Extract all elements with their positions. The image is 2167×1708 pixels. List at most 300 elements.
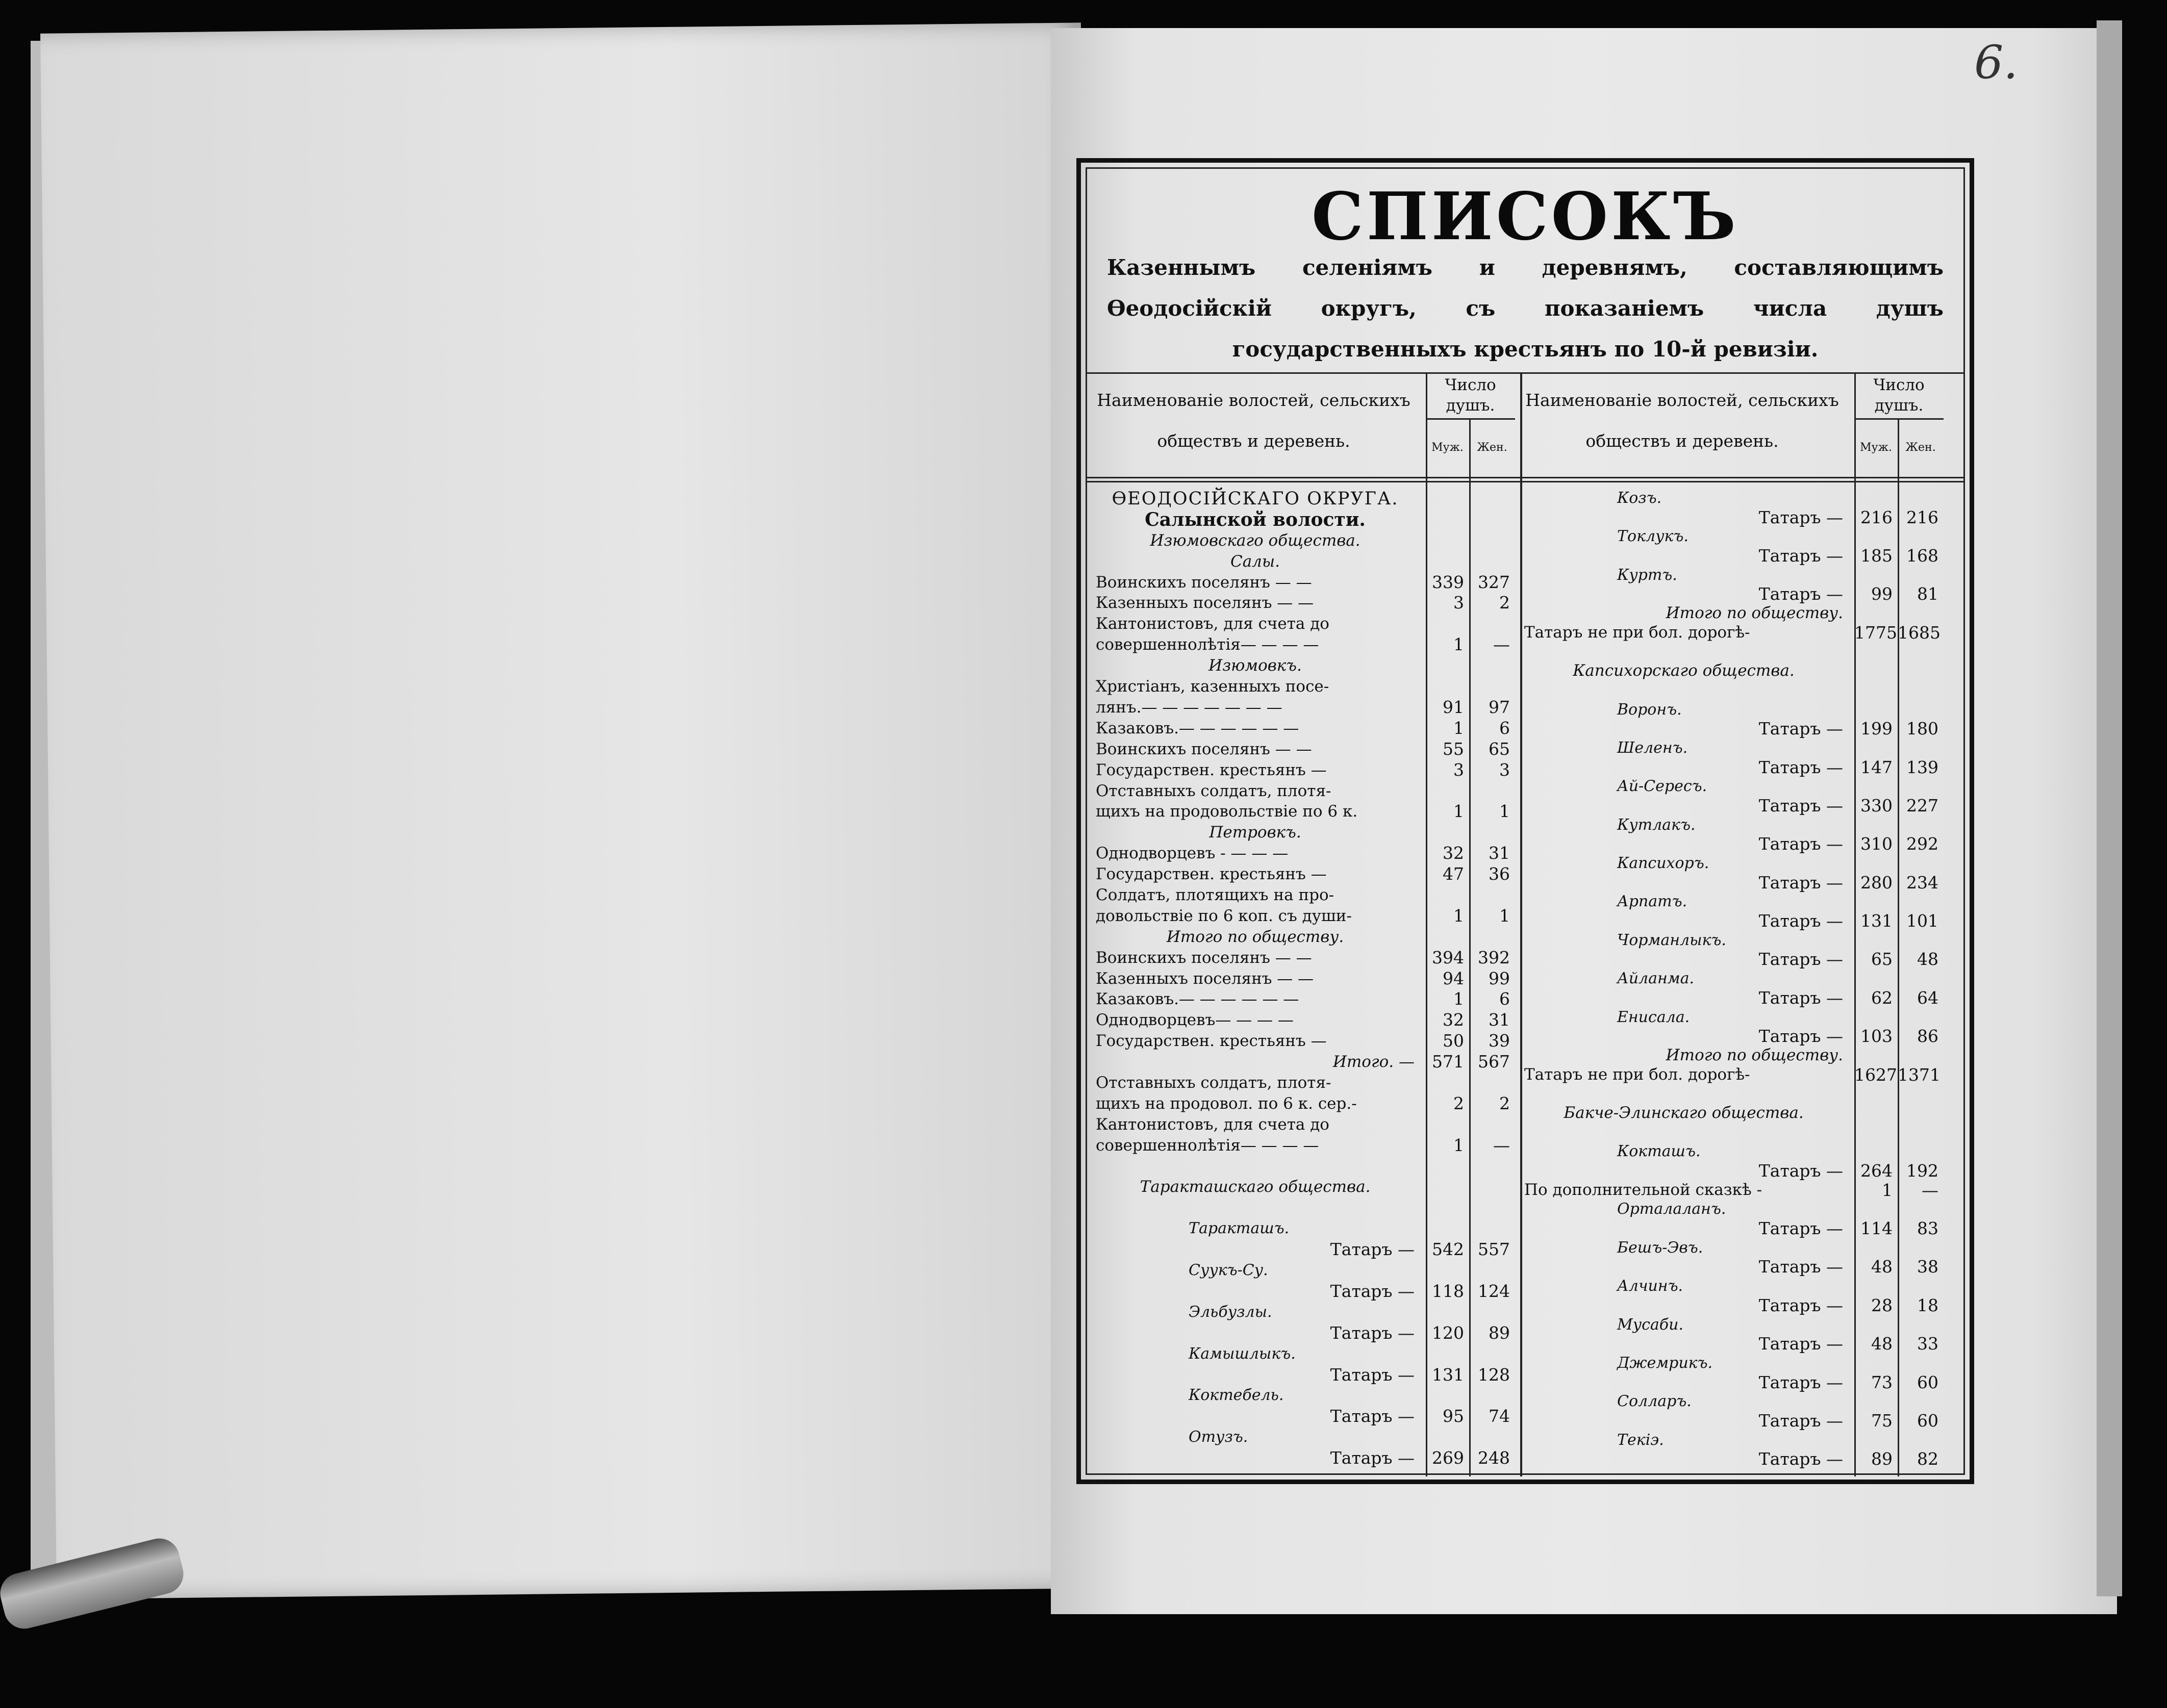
row-label: Татаръ — xyxy=(1758,1449,1843,1469)
left-female-header: Жен. xyxy=(1477,441,1507,454)
female-count: 192 xyxy=(1906,1161,1938,1181)
male-count: 62 xyxy=(1871,987,1893,1008)
row-label: Итого. — xyxy=(1332,1053,1415,1072)
left-row xyxy=(1087,1177,1515,1197)
male-count: 47 xyxy=(1443,864,1464,884)
right-row xyxy=(1515,661,1944,681)
row-label: щихъ на продовольствіе по 6 к. xyxy=(1096,802,1358,821)
row-label: Бешъ-Эвъ. xyxy=(1617,1238,1703,1257)
row-label: Итого по обществу. xyxy=(1166,927,1344,946)
right-row xyxy=(1515,873,1944,893)
female-count: 1 xyxy=(1499,905,1510,926)
row-label: Изюмовкъ. xyxy=(1208,656,1302,675)
right-row xyxy=(1515,1123,1944,1142)
female-count: 128 xyxy=(1478,1364,1510,1385)
right-row xyxy=(1515,892,1944,911)
left-row xyxy=(1087,822,1515,843)
row-label: Итого по обществу. xyxy=(1666,1046,1843,1064)
left-row xyxy=(1087,530,1515,551)
female-count: 82 xyxy=(1917,1449,1938,1469)
row-label: Отузъ. xyxy=(1189,1428,1248,1446)
right-row xyxy=(1515,738,1944,758)
male-count: 120 xyxy=(1432,1322,1464,1343)
right-row xyxy=(1515,931,1944,950)
male-count: 75 xyxy=(1871,1410,1893,1431)
row-label: Татаръ — xyxy=(1330,1406,1415,1426)
female-count: 1685 xyxy=(1898,622,1941,643)
male-count: 1 xyxy=(1453,634,1464,655)
left-row xyxy=(1087,1427,1515,1448)
right-row xyxy=(1515,1277,1944,1296)
row-label: Текіэ. xyxy=(1617,1431,1664,1449)
row-label: Арпатъ. xyxy=(1617,893,1687,911)
right-souls-header: Число душъ. xyxy=(1873,376,1925,415)
row-label: Казенныхъ поселянъ — — xyxy=(1096,969,1314,988)
female-count: 31 xyxy=(1489,1010,1510,1030)
right-row xyxy=(1515,834,1944,854)
right-row xyxy=(1515,1142,1944,1161)
female-count: 6 xyxy=(1499,989,1510,1009)
row-label: Казаковъ.— — — — — — xyxy=(1096,719,1299,737)
table-header-bottom-rule-2 xyxy=(1087,481,1964,482)
row-label: Татаръ — xyxy=(1758,1257,1843,1277)
row-label: Татаръ — xyxy=(1758,546,1843,566)
right-row xyxy=(1515,1373,1944,1392)
row-label: лянъ.— — — — — — — xyxy=(1096,698,1282,717)
row-label: Однодворцевъ - — — — xyxy=(1096,844,1289,863)
male-count: 339 xyxy=(1432,572,1464,592)
left-row xyxy=(1087,1239,1515,1260)
left-row xyxy=(1087,1448,1515,1469)
female-count: 48 xyxy=(1917,949,1938,970)
left-male-header: Муж. xyxy=(1431,441,1464,454)
female-count: 1 xyxy=(1499,801,1510,822)
male-count: 91 xyxy=(1443,697,1464,717)
left-row xyxy=(1087,572,1515,593)
female-count: 139 xyxy=(1906,757,1938,777)
female-count: 292 xyxy=(1906,834,1938,854)
female-count: 39 xyxy=(1489,1031,1510,1051)
row-label: Татаръ — xyxy=(1758,1026,1843,1047)
left-row xyxy=(1087,760,1515,781)
left-row xyxy=(1087,718,1515,739)
row-label: Татаръ — xyxy=(1330,1239,1415,1260)
left-row xyxy=(1087,1281,1515,1302)
row-label: Козъ. xyxy=(1617,489,1662,507)
table-header-bottom-rule xyxy=(1087,477,1964,478)
female-count: 36 xyxy=(1489,864,1510,884)
row-label: Воронъ. xyxy=(1617,700,1682,719)
male-count: 199 xyxy=(1860,719,1893,739)
male-count: 269 xyxy=(1432,1448,1464,1468)
right-row xyxy=(1515,566,1944,585)
row-label: Кантонистовъ, для счета до xyxy=(1096,1115,1329,1134)
male-count: 1 xyxy=(1453,801,1464,822)
female-count: 74 xyxy=(1489,1406,1510,1426)
left-row xyxy=(1087,676,1515,697)
right-row xyxy=(1515,1411,1944,1431)
row-label: Татаръ — xyxy=(1758,1334,1843,1354)
left-row xyxy=(1087,697,1515,718)
right-row xyxy=(1515,546,1944,566)
right-row xyxy=(1515,1065,1944,1085)
right-row xyxy=(1515,489,1944,508)
row-label: Отставныхъ солдатъ, плотя- xyxy=(1096,1074,1331,1092)
right-row xyxy=(1515,700,1944,720)
male-count: 118 xyxy=(1432,1281,1464,1301)
right-row xyxy=(1515,1046,1944,1065)
male-count: 394 xyxy=(1432,947,1464,967)
row-label: Капсихорскаго общества. xyxy=(1573,661,1795,680)
row-label: Татаръ — xyxy=(1758,987,1843,1008)
row-label: Татаръ — xyxy=(1758,795,1843,815)
left-blank-page xyxy=(40,22,1097,1599)
female-count: 1371 xyxy=(1898,1064,1941,1085)
row-label: довольствіе по 6 коп. съ души- xyxy=(1096,906,1352,925)
left-row xyxy=(1087,509,1515,530)
female-count: 83 xyxy=(1917,1218,1938,1239)
female-count: 81 xyxy=(1917,584,1938,604)
female-count: 392 xyxy=(1478,947,1510,967)
left-row xyxy=(1087,843,1515,864)
left-row xyxy=(1087,1323,1515,1344)
right-row xyxy=(1515,1257,1944,1277)
right-row xyxy=(1515,1238,1944,1258)
row-label: Таракташъ. xyxy=(1189,1219,1290,1238)
row-label: Татаръ — xyxy=(1758,911,1843,931)
row-label: Салынской волости. xyxy=(1145,508,1366,530)
right-row xyxy=(1515,681,1944,700)
female-count: 557 xyxy=(1478,1239,1510,1260)
right-row xyxy=(1515,584,1944,604)
male-count: 103 xyxy=(1860,1026,1893,1047)
female-count: 168 xyxy=(1906,546,1938,566)
male-count: 1627 xyxy=(1854,1064,1897,1085)
right-row xyxy=(1515,719,1944,738)
right-row xyxy=(1515,1219,1944,1238)
right-row xyxy=(1515,1392,1944,1411)
male-count: 50 xyxy=(1443,1031,1464,1051)
row-label: Камышлыкъ. xyxy=(1189,1344,1296,1363)
male-count: 3 xyxy=(1453,759,1464,780)
row-label: Татаръ — xyxy=(1758,757,1843,777)
row-label: Татаръ — xyxy=(1758,949,1843,970)
male-count: 2 xyxy=(1453,1093,1464,1113)
female-count: 327 xyxy=(1478,572,1510,592)
male-count: 280 xyxy=(1860,872,1893,893)
table-top-rule xyxy=(1087,372,1964,374)
left-row xyxy=(1087,593,1515,614)
female-count: 248 xyxy=(1478,1448,1510,1468)
row-label: Солдатъ, плотящихъ на про- xyxy=(1096,885,1334,904)
male-count: 3 xyxy=(1453,593,1464,613)
row-label: Изюмовскаго общества. xyxy=(1150,531,1360,550)
right-row xyxy=(1515,642,1944,661)
left-row xyxy=(1087,1260,1515,1281)
row-label: Бакче-Элинскаго общества. xyxy=(1564,1103,1804,1122)
right-row xyxy=(1515,1431,1944,1450)
left-row xyxy=(1087,1093,1515,1114)
right-row xyxy=(1515,1008,1944,1027)
row-label: Татаръ — xyxy=(1758,719,1843,739)
right-row xyxy=(1515,1200,1944,1219)
left-row xyxy=(1087,1052,1515,1073)
right-row xyxy=(1515,1181,1944,1200)
left-row xyxy=(1087,1156,1515,1177)
left-row xyxy=(1087,1135,1515,1156)
female-count: 180 xyxy=(1906,719,1938,739)
row-label: Алчинъ. xyxy=(1617,1277,1683,1295)
row-label: Татаръ — xyxy=(1330,1364,1415,1385)
left-row xyxy=(1087,655,1515,676)
row-label: Татаръ — xyxy=(1330,1448,1415,1468)
row-label: Воинскихъ поселянъ — — xyxy=(1096,573,1312,592)
left-row xyxy=(1087,927,1515,948)
female-count: 2 xyxy=(1499,593,1510,613)
female-count: 6 xyxy=(1499,718,1510,738)
left-row xyxy=(1087,739,1515,760)
row-label: ӨЕОДОСІЙСКАГО ОКРУГА. xyxy=(1112,489,1399,509)
row-label: Татаръ — xyxy=(1758,1410,1843,1431)
row-label: По дополнительной сказкѣ - xyxy=(1524,1180,1762,1199)
row-label: Татаръ — xyxy=(1758,507,1843,527)
row-label: Кокташъ. xyxy=(1617,1142,1701,1161)
row-label: Татаръ — xyxy=(1758,584,1843,604)
female-count: 65 xyxy=(1489,738,1510,759)
left-row xyxy=(1087,968,1515,989)
row-label: Казаковъ.— — — — — — xyxy=(1096,990,1299,1009)
right-row xyxy=(1515,950,1944,969)
female-count: 567 xyxy=(1478,1052,1510,1072)
right-row xyxy=(1515,1449,1944,1469)
female-count: 227 xyxy=(1906,795,1938,815)
male-count: 48 xyxy=(1871,1334,1893,1354)
left-row xyxy=(1087,781,1515,802)
row-label: Мусаби. xyxy=(1617,1315,1683,1334)
female-count: 216 xyxy=(1906,507,1938,527)
female-count: 86 xyxy=(1917,1026,1938,1047)
left-row xyxy=(1087,1344,1515,1365)
right-row xyxy=(1515,988,1944,1008)
right-row xyxy=(1515,1315,1944,1335)
document-title: СПИСОКЪ xyxy=(1312,179,1739,255)
male-count: 94 xyxy=(1443,968,1464,988)
row-label: Татаръ — xyxy=(1330,1322,1415,1343)
right-row xyxy=(1515,911,1944,931)
left-row xyxy=(1087,1010,1515,1031)
female-count: 99 xyxy=(1489,968,1510,988)
row-label: Отставныхъ солдатъ, плотя- xyxy=(1096,781,1331,800)
right-name-header: Наименованіе волостей, сельскихъ обществъ и деревень. xyxy=(1525,390,1839,451)
right-row xyxy=(1515,1354,1944,1373)
right-row xyxy=(1515,1104,1944,1123)
female-count: 3 xyxy=(1499,759,1510,780)
row-label: Татаръ — xyxy=(1758,1295,1843,1315)
female-count: 33 xyxy=(1917,1334,1938,1354)
male-count: 1 xyxy=(1453,718,1464,738)
left-souls-header: Число душъ. xyxy=(1445,376,1496,415)
male-count: 131 xyxy=(1432,1364,1464,1385)
right-row xyxy=(1515,508,1944,527)
male-count: 32 xyxy=(1443,843,1464,863)
male-count: 32 xyxy=(1443,1010,1464,1030)
male-count: 310 xyxy=(1860,834,1893,854)
row-label: Коктебель. xyxy=(1189,1386,1284,1405)
right-row xyxy=(1515,1161,1944,1181)
left-row xyxy=(1087,614,1515,634)
right-row xyxy=(1515,527,1944,546)
row-label: Татаръ — xyxy=(1758,834,1843,854)
male-count: 89 xyxy=(1871,1449,1893,1469)
left-row xyxy=(1087,1302,1515,1323)
row-label: Татаръ — xyxy=(1758,1218,1843,1239)
row-label: Итого по обществу. xyxy=(1666,604,1843,623)
row-label: Шеленъ. xyxy=(1617,738,1688,757)
male-count: 147 xyxy=(1860,757,1893,777)
left-row xyxy=(1087,551,1515,572)
male-count: 114 xyxy=(1860,1218,1893,1239)
male-count: 1 xyxy=(1453,905,1464,926)
male-count: 28 xyxy=(1871,1295,1893,1315)
female-count: 101 xyxy=(1906,911,1938,931)
male-count: 330 xyxy=(1860,795,1893,815)
male-count: 73 xyxy=(1871,1372,1893,1392)
female-count: 124 xyxy=(1478,1281,1510,1301)
left-row xyxy=(1087,489,1515,509)
male-count: 131 xyxy=(1860,911,1893,931)
row-label: Енисала. xyxy=(1617,1008,1690,1026)
female-count: 31 xyxy=(1489,843,1510,863)
left-row xyxy=(1087,1365,1515,1386)
right-row xyxy=(1515,604,1944,623)
right-row xyxy=(1515,1334,1944,1354)
row-label: Кутлакъ. xyxy=(1617,815,1696,834)
row-label: Татаръ — xyxy=(1758,872,1843,893)
row-label: щихъ на продовол. по 6 к. сер.- xyxy=(1096,1094,1357,1113)
row-label: Ай-Сересъ. xyxy=(1617,777,1707,796)
left-row xyxy=(1087,634,1515,655)
left-row xyxy=(1087,1073,1515,1093)
female-count: 18 xyxy=(1917,1295,1938,1315)
male-count: 216 xyxy=(1860,507,1893,527)
female-count: 2 xyxy=(1499,1093,1510,1113)
row-label: Татаръ не при бол. дорогѣ- xyxy=(1524,1065,1750,1084)
left-row xyxy=(1087,1114,1515,1135)
row-label: Капсихоръ. xyxy=(1617,854,1709,873)
row-label: Христіанъ, казенныхъ посе- xyxy=(1096,677,1329,696)
row-label: совершеннолѣтія— — — — xyxy=(1096,1136,1319,1155)
left-row xyxy=(1087,948,1515,968)
left-row xyxy=(1087,885,1515,906)
female-count: — xyxy=(1493,1135,1510,1155)
left-row xyxy=(1087,1218,1515,1239)
row-label: Воинскихъ поселянъ — — xyxy=(1096,740,1312,758)
right-row xyxy=(1515,854,1944,873)
row-label: Государствен. крестьянъ — xyxy=(1096,865,1327,884)
female-count: 60 xyxy=(1917,1410,1938,1431)
row-label: совершеннолѣтія— — — — xyxy=(1096,635,1319,654)
row-label: Татаръ — xyxy=(1758,1161,1843,1181)
male-count: 1 xyxy=(1882,1180,1893,1200)
male-count: 99 xyxy=(1871,584,1893,604)
left-row xyxy=(1087,801,1515,822)
left-row xyxy=(1087,1385,1515,1406)
left-row xyxy=(1087,989,1515,1010)
row-label: Татаръ — xyxy=(1330,1281,1415,1301)
right-row xyxy=(1515,969,1944,988)
right-page-edge xyxy=(2097,20,2122,1596)
row-label: Токлукъ. xyxy=(1617,527,1689,546)
right-row xyxy=(1515,796,1944,815)
right-male-header: Муж. xyxy=(1860,441,1892,454)
male-count: 264 xyxy=(1860,1161,1893,1181)
row-label: Джемрикъ. xyxy=(1617,1354,1713,1372)
right-row xyxy=(1515,815,1944,835)
male-count: 1 xyxy=(1453,989,1464,1009)
left-row xyxy=(1087,1197,1515,1218)
row-label: Айланма. xyxy=(1617,970,1695,988)
row-label: Однодворцевъ— — — — xyxy=(1096,1011,1294,1030)
row-label: Суукъ-Су. xyxy=(1189,1261,1268,1280)
page-number: 6. xyxy=(1974,36,2018,89)
row-label: Государствен. крестьянъ — xyxy=(1096,1032,1327,1051)
document-subtitle: Казеннымъ селеніямъ и деревнямъ, составляющимъ Өеодосійскій округъ, съ показаніемъ числа душъ государственныхъ крестьянъ по 10-й ревизіи. xyxy=(1107,255,1944,362)
row-label: Таракташскаго общества. xyxy=(1140,1178,1371,1196)
female-count: 38 xyxy=(1917,1257,1938,1277)
female-count: 89 xyxy=(1489,1322,1510,1343)
row-label: Татаръ не при бол. дорогѣ- xyxy=(1524,623,1750,642)
row-label: Солларъ. xyxy=(1617,1392,1692,1411)
right-row xyxy=(1515,777,1944,796)
left-row xyxy=(1087,1406,1515,1427)
female-count: 97 xyxy=(1489,697,1510,717)
female-count: 60 xyxy=(1917,1372,1938,1392)
row-label: Салы. xyxy=(1230,552,1280,571)
right-female-header: Жен. xyxy=(1905,441,1936,454)
left-name-header: Наименованіе волостей, сельскихъ обществъ и деревень. xyxy=(1097,390,1410,451)
male-count: 65 xyxy=(1871,949,1893,970)
left-row xyxy=(1087,864,1515,885)
row-label: Государствен. крестьянъ — xyxy=(1096,760,1327,779)
right-row xyxy=(1515,1084,1944,1104)
male-count: 95 xyxy=(1443,1406,1464,1426)
male-count: 185 xyxy=(1860,546,1893,566)
right-row xyxy=(1515,1027,1944,1046)
female-count: 64 xyxy=(1917,987,1938,1008)
male-count: 1775 xyxy=(1854,622,1897,643)
row-label: Татаръ — xyxy=(1758,1372,1843,1392)
female-count: 234 xyxy=(1906,872,1938,893)
male-count: 542 xyxy=(1432,1239,1464,1260)
female-count: — xyxy=(1493,634,1510,655)
row-label: Эльбузлы. xyxy=(1189,1303,1272,1321)
right-row xyxy=(1515,758,1944,777)
row-label: Кантонистовъ, для счета до xyxy=(1096,615,1329,633)
right-row xyxy=(1515,623,1944,643)
row-label: Орталаланъ. xyxy=(1617,1200,1726,1218)
left-row xyxy=(1087,906,1515,927)
row-label: Куртъ. xyxy=(1617,566,1677,584)
left-row xyxy=(1087,1031,1515,1052)
row-label: Чорманлыкъ. xyxy=(1617,931,1726,949)
row-label: Петровкъ. xyxy=(1209,823,1301,842)
row-label: Казенныхъ поселянъ — — xyxy=(1096,594,1314,613)
male-count: 1 xyxy=(1453,1135,1464,1155)
male-count: 571 xyxy=(1432,1052,1464,1072)
male-count: 55 xyxy=(1443,738,1464,759)
female-count: — xyxy=(1922,1180,1938,1200)
row-label: Воинскихъ поселянъ — — xyxy=(1096,948,1312,967)
